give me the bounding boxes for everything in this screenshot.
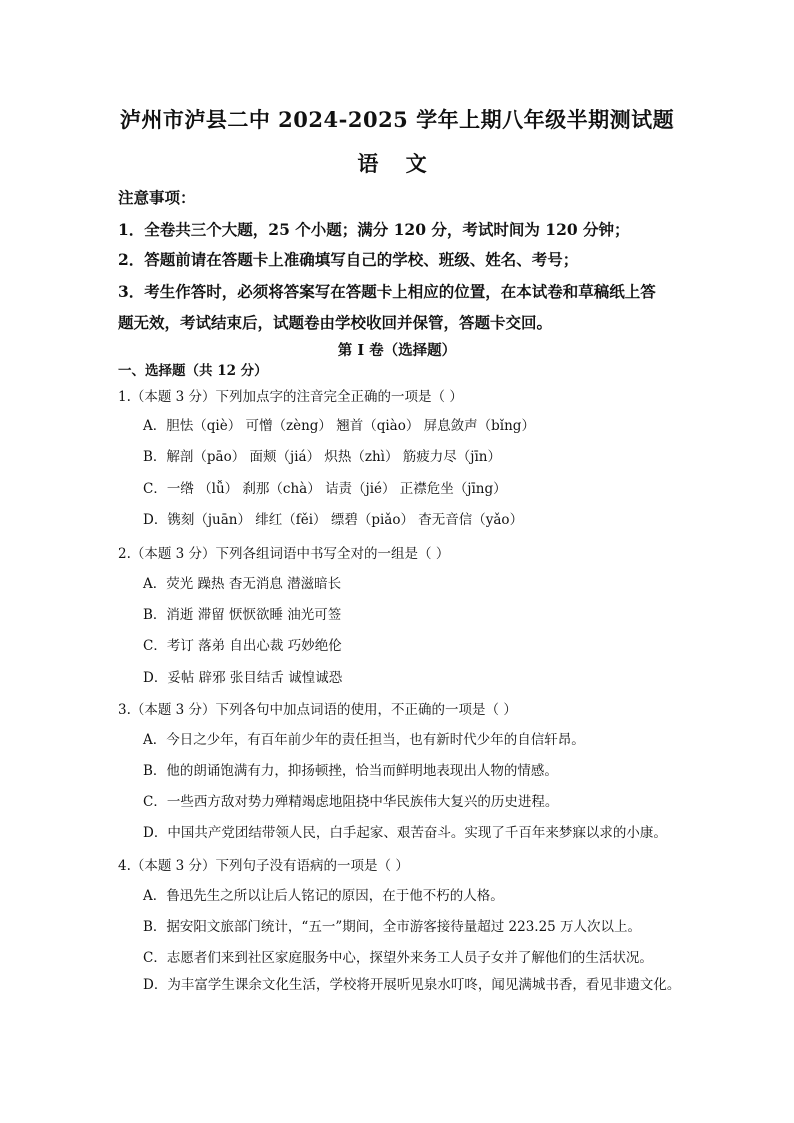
question-1-option-a: A．胆怯（qiè） 可憎（zèng） 翘首（qiào） 屏息敛声（bǐng） — [143, 418, 535, 434]
question-4-option-d: D．为丰富学生课余文化生活，学校将开展听见泉水叮咚，闻见满城书香，看见非遗文化。 — [143, 977, 681, 993]
question-4-option-a: A．鲁迅先生之所以让后人铭记的原因，在于他不朽的人格。 — [143, 888, 504, 904]
question-4-stem: 4.（本题 3 分）下列句子没有语病的一项是（ ） — [118, 858, 409, 874]
question-2-option-d: D．妥帖 辟邪 张目结舌 诚惶诚恐 — [143, 670, 343, 686]
notice-item-1: 1．全卷共三个大题，25 个小题；满分 120 分，考试时间为 120 分钟； — [118, 220, 630, 239]
question-2-option-c: C．考订 落弟 自出心裁 巧妙绝伦 — [143, 638, 342, 654]
notice-item-2: 2．答题前请在答题卡上准确填写自己的学校、班级、姓名、考号； — [118, 250, 579, 269]
question-1-option-d: D．镌刻（juān） 绯红（fěi） 缥碧（piǎo） 杳无音信（yǎo） — [143, 512, 524, 528]
group-heading: 一、选择题（共 12 分） — [118, 363, 268, 379]
question-3-option-c: C．一些西方敌对势力殚精竭虑地阻挠中华民族伟大复兴的历史进程。 — [143, 794, 559, 810]
volume-title: 第 I 卷（选择题） — [337, 342, 457, 359]
question-1-stem: 1.（本题 3 分）下列加点字的注音完全正确的一项是（ ） — [118, 389, 463, 405]
exam-title: 泸州市泸县二中 2024-2025 学年上期八年级半期测试题 — [119, 107, 675, 132]
question-1-option-b: B．解剖（pāo） 面颊（jiá） 炽热（zhì） 筋疲力尽（jīn） — [143, 449, 501, 465]
subject-title: 语 文 — [357, 151, 437, 176]
question-2-stem: 2.（本题 3 分）下列各组词语中书写全对的一组是（ ） — [118, 546, 450, 562]
question-3-option-d: D．中国共产党团结带领人民，白手起家、艰苦奋斗。实现了千百年来梦寐以求的小康。 — [143, 825, 667, 841]
question-3-stem: 3.（本题 3 分）下列各句中加点词语的使用，不正确的一项是（ ） — [118, 702, 517, 718]
question-2-option-b: B．消逝 滞留 恹恹欲睡 油光可签 — [143, 607, 342, 623]
question-2-option-a: A．荧光 躁热 杳无消息 潜滋暗长 — [143, 576, 342, 592]
question-4-option-b: B．据安阳文旅部门统计，“五一”期间，全市游客接待量超过 223.25 万人次以上。 — [143, 919, 642, 935]
notice-item-3-cont: 题无效，考试结束后，试题卷由学校收回并保管，答题卡交回。 — [118, 313, 553, 332]
notice-heading: 注意事项： — [118, 188, 196, 207]
question-3-option-a: A．今日之少年，有百年前少年的责任担当，也有新时代少年的自信轩昂。 — [143, 732, 585, 748]
question-4-option-c: C．志愿者们来到社区家庭服务中心，探望外来务工人员子女并了解他们的生活状况。 — [143, 950, 653, 966]
notice-item-3: 3．考生作答时，必须将答案写在答题卡上相应的位置，在本试卷和草稿纸上答 — [118, 282, 656, 301]
question-1-option-c: C．一绺 （lǚ） 刹那（chà） 诘责（jié） 正襟危坐（jīng） — [143, 481, 507, 497]
question-3-option-b: B．他的朗诵饱满有力，抑扬顿挫，恰当而鲜明地表现出人物的情感。 — [143, 763, 558, 779]
